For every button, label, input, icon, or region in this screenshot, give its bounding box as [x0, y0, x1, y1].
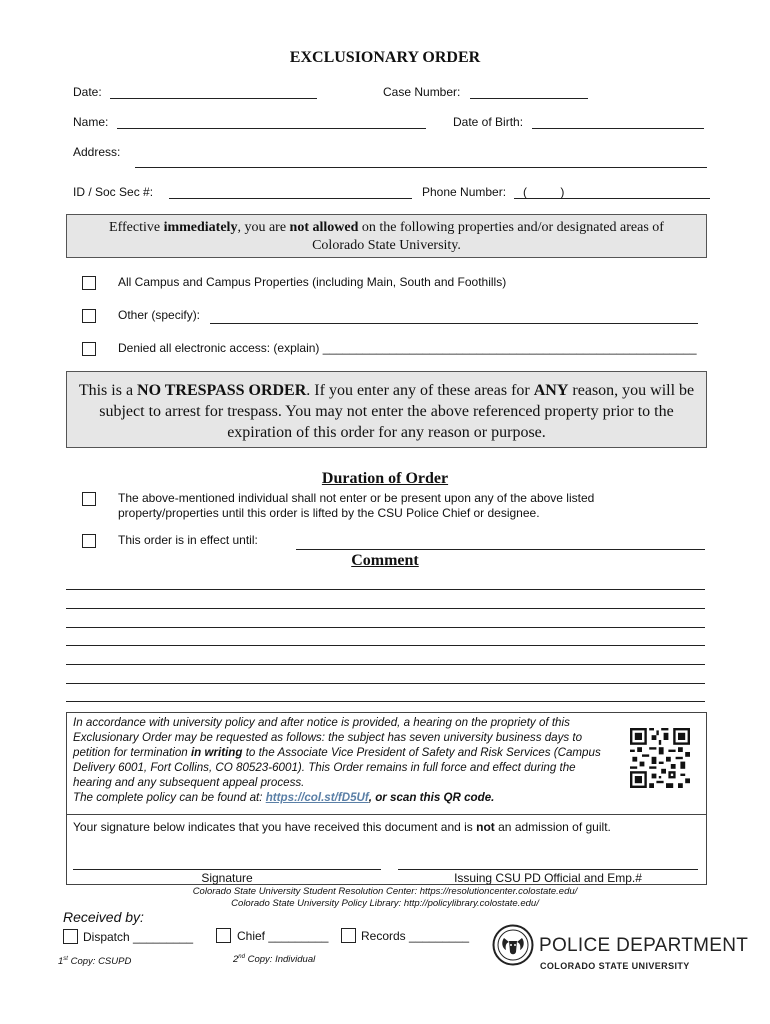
effect-until-checkbox[interactable] [82, 534, 96, 548]
policy-p1: In accordance with university policy and after notice is provided, a hearing on the propriety of this Exclusionary Order may be requested as follows: the subject has seven university business days to petition for termination [73, 716, 583, 759]
comment-line[interactable] [66, 627, 705, 628]
comment-heading: Comment [351, 552, 419, 569]
name-field[interactable] [117, 128, 426, 129]
policy-p3: The complete policy can be found at: [73, 791, 266, 804]
policy-library-line: Colorado State University Policy Library: http://policylibrary.colostate.edu/ [231, 898, 539, 909]
effective-notice-box [66, 214, 707, 258]
copy1-sup: st [63, 956, 68, 962]
policy-link[interactable]: https://col.st/fD5Uf [265, 791, 369, 804]
effect-until-field[interactable] [296, 549, 705, 550]
chief-label: Chief _________ [237, 929, 329, 943]
signature-notice-post: an admission of guilt. [494, 820, 611, 834]
policy-in-writing: in writing [190, 746, 243, 759]
name-label: Name: [73, 115, 109, 129]
case-number-field[interactable] [470, 98, 588, 99]
copy2-sup: nd [238, 954, 245, 960]
dob-label: Date of Birth: [453, 115, 524, 129]
notice2-pre: This is a [78, 382, 138, 399]
policy-text [73, 715, 613, 805]
notice1-bold-immediately: immediately [163, 220, 238, 235]
other-label: Other (specify): [118, 308, 201, 322]
other-checkbox[interactable] [82, 309, 96, 323]
copy2-post: Copy: Individual [244, 954, 316, 966]
notice2-bold-no-trespass: NO TRESPASS ORDER [137, 382, 307, 399]
copy1-post: Copy: CSUPD [67, 956, 132, 968]
effect-until-label: This order is in effect until: [118, 533, 258, 547]
signature-notice [73, 820, 611, 834]
denied-electronic-label: Denied all electronic access: (explain) ________________________________________________________ [118, 341, 697, 355]
id-field[interactable] [169, 198, 412, 199]
comment-line[interactable] [66, 608, 705, 609]
resolution-center-line: Colorado State University Student Resolution Center: https://resolutioncenter.colostate.edu/ [192, 886, 578, 897]
case-number-label: Case Number: [383, 85, 461, 99]
all-campus-checkbox[interactable] [82, 276, 96, 290]
notice1-post: on the following properties and/or designated areas of Colorado State University. [312, 220, 664, 253]
police-department-wordmark: POLICE DEPARTMENT [539, 935, 749, 956]
phone-label: Phone Number: [422, 185, 507, 199]
phone-parens: ( ) [523, 185, 565, 199]
copy2-label [233, 954, 315, 965]
copy1-pre: 1 [58, 956, 64, 968]
signature-notice-bold: not [476, 820, 495, 834]
comment-line[interactable] [66, 683, 705, 684]
comment-line[interactable] [66, 701, 705, 702]
records-label: Records _________ [361, 929, 470, 943]
denied-electronic-checkbox[interactable] [82, 342, 96, 356]
page-title: EXCLUSIONARY ORDER [289, 49, 481, 66]
all-campus-label: All Campus and Campus Properties (including Main, South and Foothills) [118, 275, 507, 289]
address-field[interactable] [135, 167, 707, 168]
lifted-checkbox[interactable] [82, 492, 96, 506]
official-signature-field[interactable] [398, 869, 698, 870]
lifted-text: The above-mentioned individual shall not enter or be present upon any of the above listed property/properties until this order is lifted by the CSU Police Chief or designee. [118, 491, 595, 520]
signature-label: Signature [201, 871, 253, 885]
comment-line[interactable] [66, 589, 705, 590]
notice2-mid: . If you enter any of these areas for [306, 382, 534, 399]
university-wordmark: COLORADO STATE UNIVERSITY [540, 961, 690, 971]
qr-code[interactable] [630, 728, 690, 788]
received-by-label: Received by: [63, 909, 144, 925]
copy1-label [58, 956, 131, 967]
policy-p2: to the Associate Vice President of Safety and Risk Services (Campus Delivery 6001, Fort Collins, CO 80523-6001). This Order remains in full force and effect during the hearing and any subsequent appeal process. [73, 746, 601, 789]
address-label: Address: [73, 145, 121, 159]
comment-line[interactable] [66, 645, 705, 646]
dob-field[interactable] [532, 128, 704, 129]
no-trespass-notice-box [66, 371, 707, 448]
records-checkbox[interactable] [341, 928, 356, 943]
notice1-pre: Effective [109, 220, 164, 235]
policy-p4: , or scan this QR code. [368, 791, 495, 804]
box-divider [66, 814, 707, 815]
notice2-post: reason, you will be subject to arrest for trespass. You may not enter the above referenced property prior to the expiration of this order for any reason or purpose. [99, 382, 695, 441]
copy2-pre: 2 [233, 954, 239, 966]
csu-ram-logo-icon [492, 924, 534, 966]
notice1-bold-not-allowed: not allowed [289, 220, 359, 235]
notice1-mid: , you are [237, 220, 290, 235]
id-label: ID / Soc Sec #: [73, 185, 154, 199]
official-label: Issuing CSU PD Official and Emp.# [454, 871, 642, 885]
notice2-bold-any: ANY [533, 382, 569, 399]
dispatch-checkbox[interactable] [63, 929, 78, 944]
date-label: Date: [73, 85, 102, 99]
duration-heading: Duration of Order [321, 470, 449, 487]
signature-notice-pre: Your signature below indicates that you have received this document and is [73, 820, 477, 834]
comment-line[interactable] [66, 664, 705, 665]
signature-field[interactable] [73, 869, 381, 870]
chief-checkbox[interactable] [216, 928, 231, 943]
dispatch-label: Dispatch _________ [83, 930, 194, 944]
date-field[interactable] [110, 98, 317, 99]
other-specify-field[interactable] [210, 323, 698, 324]
